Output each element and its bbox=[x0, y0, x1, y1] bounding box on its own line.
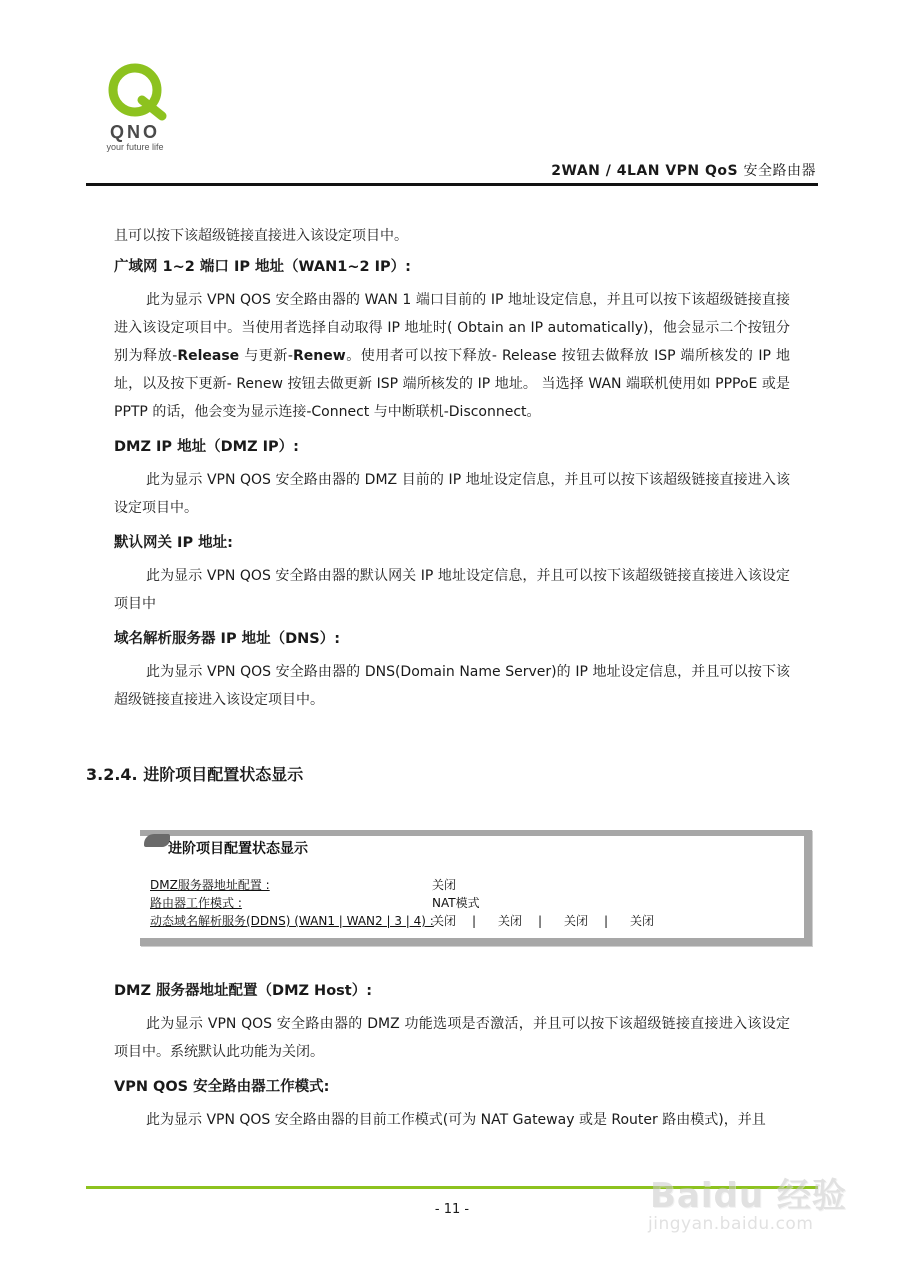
gateway-paragraph: 此为显示 VPN QOS 安全路由器的默认网关 IP 地址设定信息，并且可以按下该超级链接直接进入该设定项目中 bbox=[114, 568, 790, 612]
status-panel bbox=[140, 830, 812, 946]
watermark-sub: jingyan.baidu.com bbox=[648, 1214, 814, 1234]
work-mode-heading: VPN QOS 安全路由器工作模式: bbox=[114, 1079, 330, 1095]
doc-title-latin: 2WAN / 4LAN VPN QoS bbox=[551, 163, 739, 179]
body-part-1 bbox=[114, 222, 790, 714]
qno-logo bbox=[96, 60, 174, 158]
intro-line: 且可以按下该超级链接直接进入该设定项目中。 bbox=[114, 228, 408, 244]
panel-title: 进阶项目配置状态显示 bbox=[168, 841, 308, 857]
router-mode-value: NAT模式 bbox=[432, 896, 480, 910]
ddns-link[interactable]: 动态域名解析服务(DDNS) (WAN1 | WAN2 | 3 | 4) : bbox=[150, 914, 434, 928]
panel-top-border bbox=[140, 830, 804, 836]
panel-bullet-icon bbox=[144, 834, 170, 847]
ddns-wan2-value: 关闭 bbox=[498, 914, 523, 928]
gateway-heading: 默认网关 IP 地址: bbox=[114, 535, 233, 551]
ddns-wan1-value: 关闭 bbox=[432, 914, 457, 928]
section-heading: 3.2.4. 进阶项目配置状态显示 bbox=[86, 765, 304, 784]
logo-tagline: your future life bbox=[106, 142, 164, 152]
dmz-ip-heading: DMZ IP 地址（DMZ IP）: bbox=[114, 439, 299, 455]
dns-heading: 域名解析服务器 IP 地址（DNS）: bbox=[114, 631, 341, 647]
wan-para-c: 。使用者可以按下释放- Release 按钮去做释放 ISP 端所核发的 IP 地址，以及按下更新- Renew 按钮去做更新 ISP 端所核发的 IP 地址。 当选择 WAN 端联机使用如 PPPoE 或是 PPTP 的话，他会变为显示连接-Connect 与中断联机-Disconnect。 bbox=[114, 348, 790, 420]
body-part-2 bbox=[114, 974, 790, 1134]
ddns-port3-value: 关闭 bbox=[564, 914, 589, 928]
ddns-separator: | bbox=[472, 914, 477, 928]
page-number: - 11 - bbox=[434, 1202, 470, 1217]
watermark-main: Baidu 经验 bbox=[650, 1176, 847, 1216]
ddns-separator: | bbox=[604, 914, 609, 928]
dmz-ip-paragraph: 此为显示 VPN QOS 安全路由器的 DMZ 目前的 IP 地址设定信息，并且可以按下该超级链接直接进入该设定项目中。 bbox=[114, 472, 790, 516]
release-term: Release bbox=[177, 348, 240, 364]
wan-para-b: 与更新- bbox=[239, 348, 293, 364]
logo-word: QNO bbox=[109, 122, 160, 142]
work-mode-paragraph: 此为显示 VPN QOS 安全路由器的目前工作模式(可为 NAT Gateway 或是 Router 路由模式)，并且 bbox=[146, 1112, 766, 1128]
panel-row-mode bbox=[150, 894, 480, 911]
dmz-host-link[interactable]: DMZ服务器地址配置 : bbox=[150, 878, 270, 892]
ddns-separator: | bbox=[538, 914, 543, 928]
ddns-port4-value: 关闭 bbox=[630, 914, 655, 928]
document-title bbox=[551, 160, 816, 180]
dmz-host-value: 关闭 bbox=[432, 878, 457, 892]
panel-row-ddns bbox=[150, 912, 670, 929]
panel-row-dmz bbox=[150, 876, 456, 893]
doc-title-cn: 安全路由器 bbox=[743, 163, 816, 179]
router-mode-link[interactable]: 路由器工作模式 : bbox=[150, 896, 242, 910]
renew-term: Renew bbox=[292, 348, 346, 364]
wan-para-a: 此为显示 VPN QOS 安全路由器的 WAN 1 端口目前的 IP 地址设定信息，并且可以按下该超级链接直接进入该设定项目中。当使用者选择自动取得 IP 地址时( Obtain an IP automatically)，他会显示二个按钮分别为释放- bbox=[114, 292, 790, 364]
qno-q-icon bbox=[96, 60, 174, 122]
dmz-host-paragraph: 此为显示 VPN QOS 安全路由器的 DMZ 功能选项是否激活，并且可以按下该超级链接直接进入该设定项目中。系统默认此功能为关闭。 bbox=[114, 1016, 790, 1060]
dmz-host-heading: DMZ 服务器地址配置（DMZ Host）: bbox=[114, 983, 373, 999]
baidu-watermark bbox=[640, 1160, 860, 1250]
dns-paragraph: 此为显示 VPN QOS 安全路由器的 DNS(Domain Name Server)的 IP 地址设定信息，并且可以按下该超级链接直接进入该设定项目中。 bbox=[114, 664, 790, 708]
wan-paragraph bbox=[114, 286, 790, 426]
header-rule bbox=[86, 183, 818, 186]
wan-heading: 广域网 1~2 端口 IP 地址（WAN1~2 IP）: bbox=[114, 259, 411, 275]
